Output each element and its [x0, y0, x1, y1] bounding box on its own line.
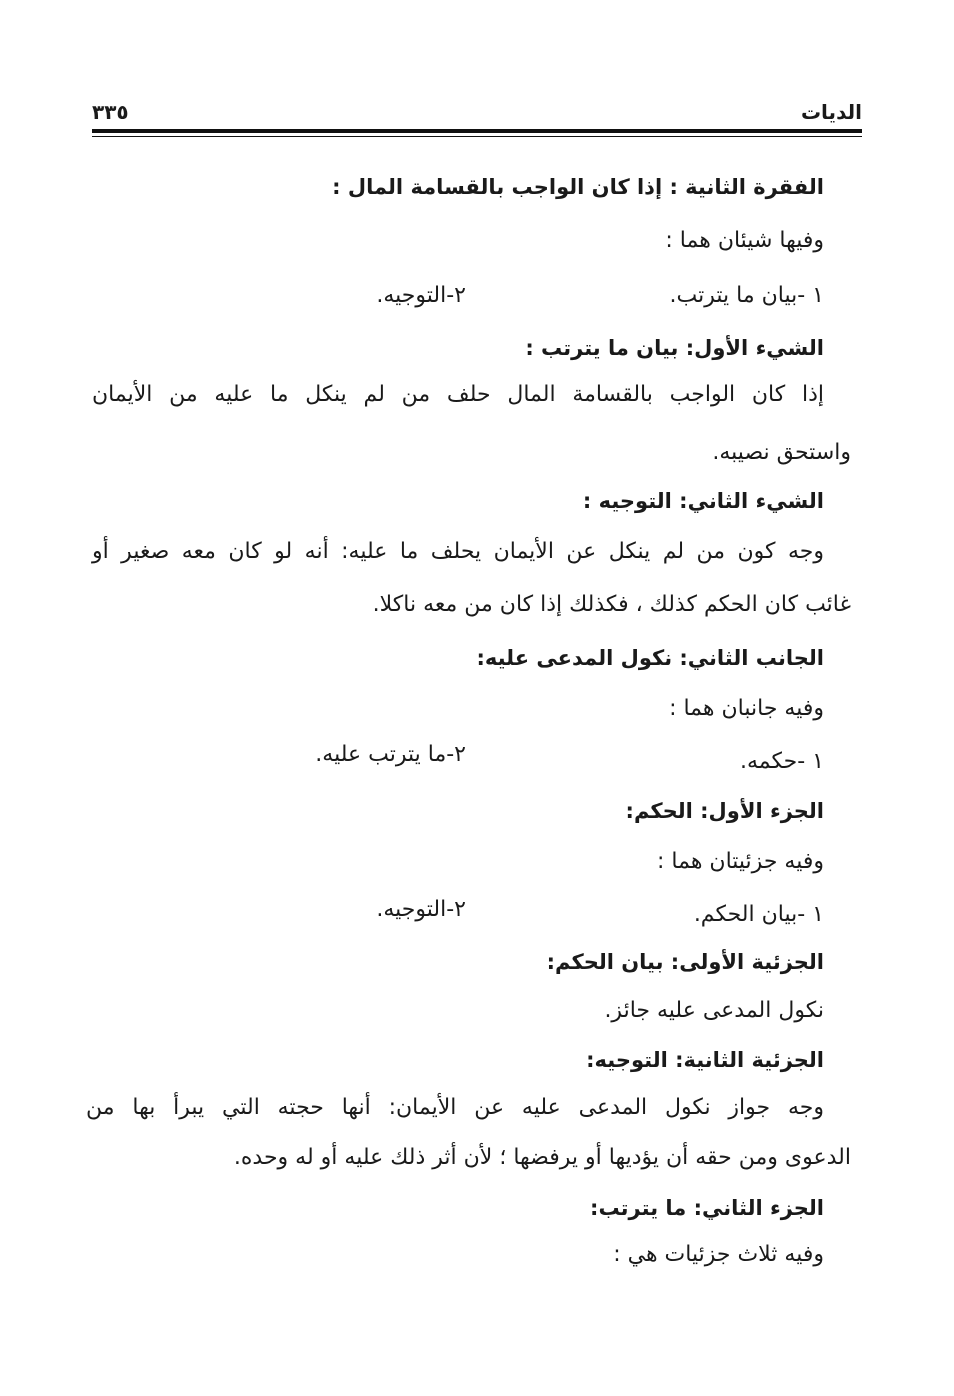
paragraph-line: وجه جواز نكول المدعى عليه عن الأيمان: أنها حجته التي يبرأ بها من [86, 1095, 824, 1120]
section-heading: الشيء الثاني: التوجيه : [582, 489, 824, 513]
paragraph-line: وفيه جزئيتان هما : [657, 849, 824, 874]
list-item: ٢-التوجيه. [376, 897, 466, 922]
paragraph-line: وفيه جانبان هما : [669, 696, 824, 721]
list-item: ١ -بيان الحكم. [693, 902, 824, 927]
header-rule-thin [92, 136, 862, 137]
header-rule-thick [92, 129, 862, 133]
paragraph-line: الدعوى ومن حقه أن يؤديها أو يرفضها ؛ لأن أثر ذلك عليه أو له وحده. [233, 1145, 851, 1170]
section-heading: الفقرة الثانية : إذا كان الواجب بالقسامة المال : [332, 175, 824, 199]
chapter-title: الديات [800, 100, 862, 124]
paragraph-line: واستحق نصيبه. [712, 440, 851, 465]
list-item: ٢-ما يترتب عليه. [315, 742, 466, 767]
paragraph-line: غائب كان الحكم كذلك ، فكذلك إذا كان من معه ناكلا. [372, 592, 851, 617]
running-header [92, 98, 862, 128]
paragraph-line: وفيها شيئان هما : [665, 228, 824, 253]
list-item: ١ -بيان ما يترتب. [669, 283, 824, 308]
paragraph-line: وجه كون من لم ينكل عن الأيمان يحلف ما عليه: أنه لو كان معه صغير أو [92, 539, 824, 564]
paragraph-line: إذا كان الواجب بالقسامة المال حلف من لم ينكل ما عليه من الأيمان [92, 382, 824, 407]
section-heading: الجزئية الثانية: التوجيه: [586, 1048, 824, 1072]
section-heading: الجزء الأول: الحكم: [625, 799, 824, 823]
page-number: ٣٣٥ [92, 100, 129, 124]
section-heading: الشيء الأول: بيان ما يترتب : [525, 336, 824, 360]
paragraph-line: نكول المدعى عليه جائز. [604, 998, 824, 1023]
list-item: ١ -حكمه. [739, 749, 824, 774]
section-heading: الجزء الثاني: ما يترتب: [590, 1196, 824, 1220]
section-heading: الجزئية الأولى: بيان الحكم: [546, 950, 824, 974]
list-item: ٢-التوجيه. [376, 283, 466, 308]
section-heading: الجانب الثاني: نكول المدعى عليه: [476, 646, 824, 670]
paragraph-line: وفيه ثلاث جزئيات هي : [613, 1242, 824, 1267]
